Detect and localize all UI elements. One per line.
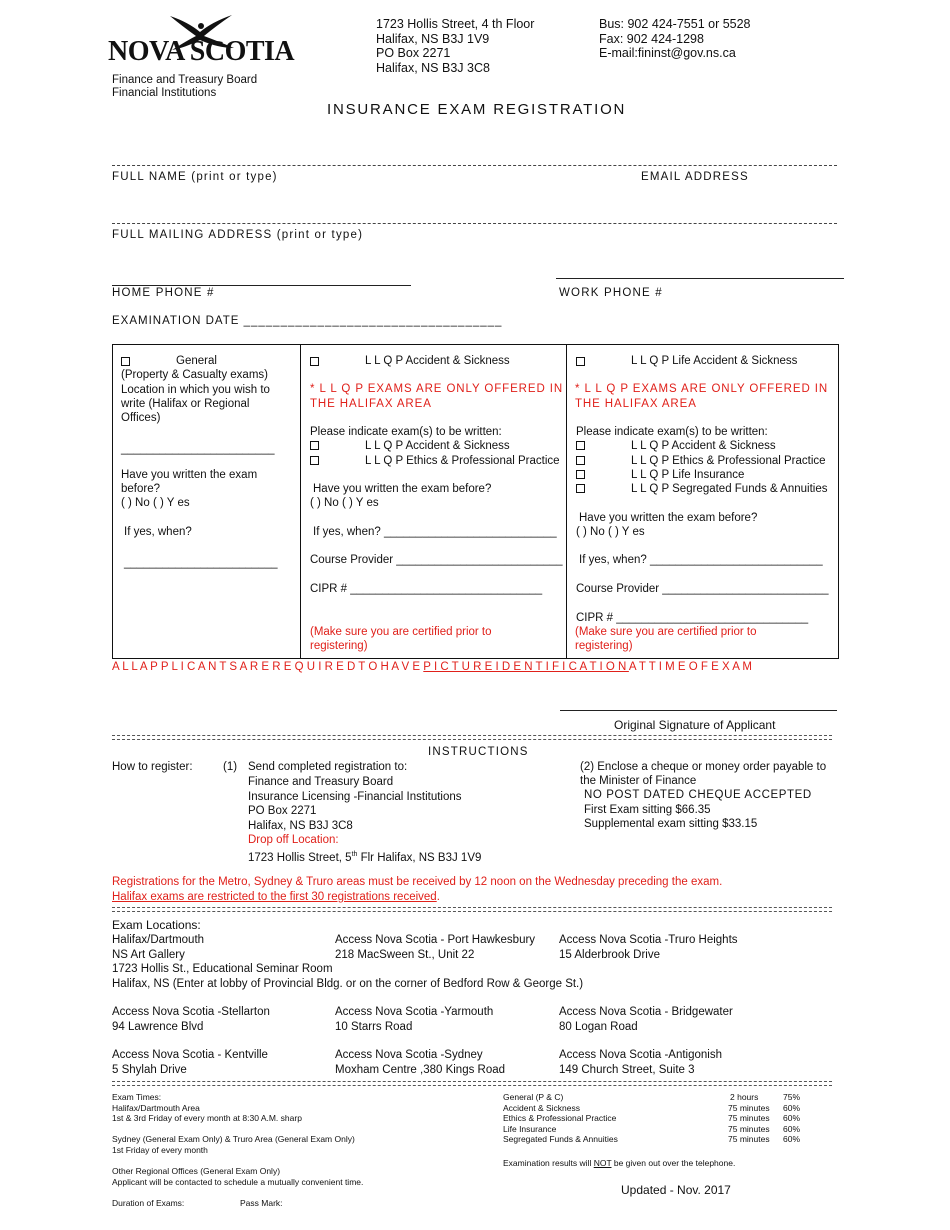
results-text: be given out over the telephone. xyxy=(611,1158,736,1168)
location-line: Access Nova Scotia -Truro Heights xyxy=(559,934,738,946)
signature-label: Original Signature of Applicant xyxy=(614,718,776,732)
exam-name: Accident & Sickness xyxy=(503,1102,581,1113)
divider xyxy=(112,735,832,740)
exam-duration: 75 minutes xyxy=(728,1102,770,1113)
checkbox-icon xyxy=(576,441,585,450)
location-line: Access Nova Scotia - Port Hawkesbury xyxy=(335,934,536,946)
updated-date: Updated - Nov. 2017 xyxy=(621,1183,731,1197)
dept-line-1: Finance and Treasury Board xyxy=(112,74,258,86)
address-line: Insurance Licensing -Financial Institutions xyxy=(248,790,462,803)
written-q: Have you written the exam before? xyxy=(313,483,492,495)
supplemental-fee: Supplemental exam sitting $33.15 xyxy=(584,818,758,830)
option-row[interactable] xyxy=(576,440,589,452)
checkbox-icon xyxy=(576,484,585,493)
location-text: Offices) xyxy=(121,412,161,424)
location-line: Access Nova Scotia - Kentville xyxy=(112,1049,268,1061)
work-phone-line[interactable] xyxy=(556,278,844,279)
picture-id-notice xyxy=(112,661,752,673)
location-line: 5 Shylah Drive xyxy=(112,1063,187,1076)
location-text: write (Halifax or Regional xyxy=(121,398,250,410)
certified-note-2: registering) xyxy=(310,640,368,652)
deadline-note: Registrations for the Metro, Sydney & Truro areas must be received by 12 noon on the Wednesday preceding the exam. xyxy=(112,876,723,888)
notice-part: A T T I M E O F E X A M xyxy=(628,661,753,673)
times-line: 1st & 3rd Friday of every month at 8:30 A.M. sharp xyxy=(112,1113,302,1123)
location-line: 94 Lawrence Blvd xyxy=(112,1020,204,1033)
exam-pass: 60% xyxy=(783,1134,801,1144)
mailing-address-label: FULL MAILING ADDRESS (print or type) xyxy=(112,229,364,241)
first-exam-fee: First Exam sitting $66.35 xyxy=(584,804,711,816)
no-post-dated: NO POST DATED CHEQUE ACCEPTED xyxy=(584,789,812,801)
exam-pass: 60% xyxy=(783,1102,801,1113)
regional-times xyxy=(112,1166,363,1187)
location-line: 1723 Hollis St., Educational Seminar Room xyxy=(112,963,333,975)
exam-duration: 2 hours xyxy=(730,1092,759,1102)
general-yes-no[interactable]: ( ) No ( ) Y es xyxy=(121,497,190,509)
notice-underlined: P I C T U R E I D E N T I F I C A T I O N xyxy=(423,661,629,673)
home-phone-line[interactable] xyxy=(112,285,411,286)
address-line: PO Box 2271 xyxy=(248,805,317,817)
pass-mark-label: Pass Mark: xyxy=(240,1198,283,1208)
how-to-register: How to register: xyxy=(112,761,193,773)
general-title: General xyxy=(176,355,217,367)
mailing-address-block xyxy=(248,775,481,865)
option-label: L L Q P Ethics & Professional Practice xyxy=(365,455,560,467)
option-label: L L Q P Life Insurance xyxy=(631,469,745,481)
llqp-life-title: L L Q P Life Accident & Sickness xyxy=(631,355,798,367)
option-row[interactable] xyxy=(576,455,589,467)
location-sydney xyxy=(335,1048,505,1077)
written-q: Have you written the exam before? xyxy=(579,512,758,524)
location-question xyxy=(121,383,270,425)
certified-note: (Make sure you are certified prior to xyxy=(310,626,492,638)
location-antigonish xyxy=(559,1048,722,1077)
location-line: Access Nova Scotia -Antigonish xyxy=(559,1049,722,1061)
dropoff-label: Drop off Location: xyxy=(248,834,339,846)
location-line: 10 Starrs Road xyxy=(335,1020,413,1033)
option-label: L L Q P Accident & Sickness xyxy=(365,440,510,452)
exam-name: Segregated Funds & Annuities xyxy=(503,1134,618,1144)
nova-scotia-logo xyxy=(108,12,308,68)
times-title: Exam Times: xyxy=(112,1092,162,1102)
restriction-note xyxy=(112,891,440,903)
divider xyxy=(112,1081,832,1086)
exam-pass: 60% xyxy=(783,1113,801,1123)
halifax-notice: * L L Q P EXAMS ARE ONLY OFFERED IN xyxy=(310,383,564,395)
location-truro xyxy=(559,933,738,962)
location-line: Moxham Centre ,380 Kings Road xyxy=(335,1063,506,1076)
location-yarmouth xyxy=(335,1005,493,1034)
location-kentville xyxy=(112,1048,268,1077)
checkbox-icon xyxy=(310,456,319,465)
exam-times xyxy=(112,1092,302,1124)
times-line: Halifax/Dartmouth Area xyxy=(112,1102,200,1113)
results-text: Examination results will xyxy=(503,1158,594,1168)
certified-note: (Make sure you are certified prior to xyxy=(575,626,757,638)
general-if-yes: If yes, when? xyxy=(124,526,192,538)
step1-number: (1) xyxy=(223,761,238,773)
option-row[interactable] xyxy=(310,440,323,452)
step2-line2: the Minister of Finance xyxy=(580,775,697,787)
location-bridgewater xyxy=(559,1005,733,1034)
general-written-q2: before? xyxy=(121,483,161,495)
signature-line[interactable] xyxy=(560,710,837,711)
address-line: Halifax, NS B3J 3C8 xyxy=(376,60,490,75)
location-line: NS Art Gallery xyxy=(112,948,185,961)
option-row[interactable] xyxy=(576,469,589,481)
exam-pass: 75% xyxy=(783,1092,801,1102)
exam-duration: 75 minutes xyxy=(728,1123,770,1134)
location-line: Access Nova Scotia -Stellarton xyxy=(112,1006,270,1018)
locations-title: Exam Locations: xyxy=(112,918,201,932)
work-phone-label: WORK PHONE # xyxy=(559,287,663,299)
home-phone-label: HOME PHONE # xyxy=(112,287,215,299)
fax-line: Fax: 902 424-1298 xyxy=(599,31,704,46)
exam-pass: 60% xyxy=(783,1123,801,1134)
general-written-q: Have you written the exam xyxy=(121,469,258,481)
yes-no[interactable]: ( ) No ( ) Y es xyxy=(576,526,645,538)
exam-date-field[interactable]: EXAMINATION DATE ___________________________________ xyxy=(112,315,503,327)
mailing-address-line[interactable] xyxy=(112,223,837,224)
llqp-life-checkbox[interactable] xyxy=(576,356,589,368)
dropoff-address xyxy=(248,848,481,865)
cipr-field[interactable]: CIPR # ______________________________ xyxy=(310,583,543,595)
times-line: Other Regional Offices (General Exam Only) xyxy=(112,1166,281,1176)
logo-text: NOVA SCOTIA xyxy=(108,36,295,67)
location-line: Access Nova Scotia -Sydney xyxy=(335,1049,483,1061)
exam-duration: 75 minutes xyxy=(728,1113,770,1123)
indicate-label: Please indicate exam(s) to be written: xyxy=(576,426,768,438)
full-name-label: FULL NAME (print or type) xyxy=(112,171,278,183)
sydney-times xyxy=(112,1134,355,1155)
form-title: INSURANCE EXAM REGISTRATION xyxy=(327,101,627,118)
certified-note-2: registering) xyxy=(575,640,633,652)
option-label: L L Q P Accident & Sickness xyxy=(631,440,776,452)
location-line: Halifax/Dartmouth xyxy=(112,934,205,946)
llqp-as-title: L L Q P Accident & Sickness xyxy=(365,355,510,367)
course-provider-field[interactable]: Course Provider __________________________ xyxy=(576,583,829,595)
location-stellarton xyxy=(112,1005,270,1034)
location-line: 15 Alderbrook Drive xyxy=(559,948,660,961)
step1-text: Send completed registration to: xyxy=(248,761,408,773)
divider xyxy=(112,907,832,912)
dept-line-2: Financial Institutions xyxy=(112,87,217,99)
results-not: NOT xyxy=(593,1158,612,1168)
checkbox-icon xyxy=(576,456,585,465)
exam-name: Ethics & Professional Practice xyxy=(503,1113,617,1123)
cipr-field[interactable]: CIPR # ______________________________ xyxy=(576,612,809,624)
location-line: Halifax, NS (Enter at lobby of Provincial Bldg. or on the corner of Bedford Row & George St.) xyxy=(112,977,584,990)
location-line: Access Nova Scotia -Yarmouth xyxy=(335,1006,494,1018)
if-yes-field[interactable]: If yes, when? ___________________________ xyxy=(313,526,557,538)
option-row[interactable] xyxy=(576,483,589,495)
exam-name: General (P & C) xyxy=(503,1092,564,1102)
option-label: L L Q P Segregated Funds & Annuities xyxy=(631,483,828,495)
halifax-notice-2: THE HALIFAX AREA xyxy=(310,398,432,410)
address-line: Halifax, NS B3J 1V9 xyxy=(376,31,490,46)
dropoff-text: Flr Halifax, NS B3J 1V9 xyxy=(357,851,482,864)
indicate-label: Please indicate exam(s) to be written: xyxy=(310,426,502,438)
results-note xyxy=(503,1158,735,1168)
instructions-title: INSTRUCTIONS xyxy=(428,746,529,758)
option-row[interactable] xyxy=(310,455,323,467)
email-label: EMAIL ADDRESS xyxy=(641,171,749,183)
office-address xyxy=(376,17,534,75)
exam-name: Life Insurance xyxy=(503,1123,557,1134)
email-line: E-mail:fininst@gov.ns.ca xyxy=(599,46,736,60)
exam-duration: 75 minutes xyxy=(728,1134,770,1144)
checkbox-icon xyxy=(310,441,319,450)
times-line: Sydney (General Exam Only) & Truro Area (General Exam Only) xyxy=(112,1134,355,1144)
times-line: Applicant will be contacted to schedule a mutually convenient time. xyxy=(112,1176,364,1187)
location-input[interactable]: ________________________ xyxy=(121,443,275,455)
location-port-hawkesbury xyxy=(335,933,535,962)
notice-part: A L L A P P L I C A N T S A R E R E Q U I R E D T O H A V E xyxy=(112,661,424,673)
halifax-notice: * L L Q P EXAMS ARE ONLY OFFERED IN xyxy=(575,383,829,395)
times-line: 1st Friday of every month xyxy=(112,1144,208,1155)
location-line: Access Nova Scotia - Bridgewater xyxy=(559,1006,733,1018)
location-line: 218 MacSween St., Unit 22 xyxy=(335,948,475,961)
step2-line1: (2) Enclose a cheque or money order payable to xyxy=(580,761,827,773)
option-label: L L Q P Ethics & Professional Practice xyxy=(631,455,826,467)
checkbox-icon xyxy=(576,470,585,479)
dropoff-text: 1723 Hollis Street, 5 xyxy=(248,851,352,864)
office-contact xyxy=(599,17,751,61)
address-line: 1723 Hollis Street, 4 th Floor xyxy=(376,17,535,31)
address-line: Finance and Treasury Board xyxy=(248,776,394,788)
restriction-text: Halifax exams are restricted to the first 30 registrations received xyxy=(112,891,437,903)
address-line: Halifax, NS B3J 3C8 xyxy=(248,819,353,832)
restriction-end: . xyxy=(436,891,440,903)
phone-line: Bus: 902 424-7551 or 5528 xyxy=(599,17,751,31)
address-line: PO Box 2271 xyxy=(376,46,451,60)
course-provider-field[interactable]: Course Provider __________________________ xyxy=(310,554,563,566)
location-line: 149 Church Street, Suite 3 xyxy=(559,1063,695,1076)
yes-no[interactable]: ( ) No ( ) Y es xyxy=(310,497,379,509)
general-checkbox[interactable] xyxy=(121,356,134,368)
dropoff-sup: th xyxy=(351,850,358,858)
llqp-as-checkbox[interactable] xyxy=(310,356,323,368)
location-line: 80 Logan Road xyxy=(559,1020,638,1033)
general-when-input[interactable]: ________________________ xyxy=(124,557,278,569)
full-name-line[interactable] xyxy=(112,165,837,166)
general-subtitle: (Property & Casualty exams) xyxy=(121,369,268,381)
duration-label: Duration of Exams: xyxy=(112,1198,185,1208)
halifax-notice-2: THE HALIFAX AREA xyxy=(575,398,697,410)
location-text: Location in which you wish to xyxy=(121,384,270,396)
if-yes-field[interactable]: If yes, when? ___________________________ xyxy=(579,554,823,566)
